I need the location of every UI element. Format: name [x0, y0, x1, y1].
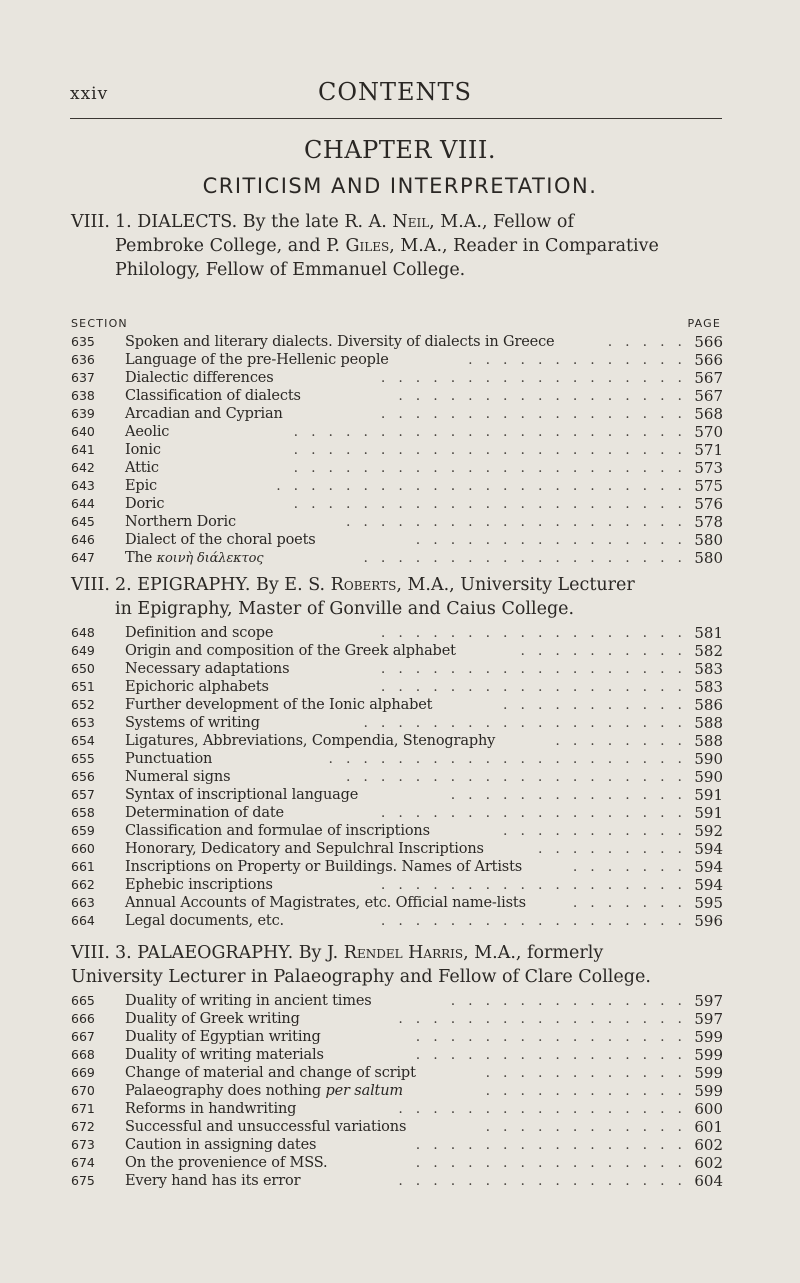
section-number: 663: [71, 895, 95, 910]
section-number: 657: [71, 787, 95, 802]
entry-title: [125, 992, 372, 1010]
section-number: 641: [71, 442, 95, 457]
toc-entry: [71, 642, 723, 660]
entry-title: [125, 750, 212, 768]
dot-leader: ................: [415, 1155, 695, 1171]
dot-leader: .................: [398, 1101, 695, 1117]
page-number: xxiv: [70, 84, 109, 104]
toc-entry: [71, 1136, 723, 1154]
page-reference: 578: [694, 513, 723, 531]
entry-title-text: Classification and formulae of inscriptions: [125, 823, 430, 839]
entry-title: [125, 786, 358, 804]
entry-title-text: Ionic: [125, 442, 161, 458]
section-number: 650: [71, 661, 95, 676]
dot-leader: ...................: [363, 550, 695, 566]
part-heading-dialects: [71, 210, 731, 282]
entry-title: [125, 840, 484, 858]
toc-entry: [71, 1154, 723, 1172]
toc-entry: [71, 369, 723, 387]
section-number: 658: [71, 805, 95, 820]
entry-title-text: Every hand has its error: [125, 1173, 301, 1189]
entry-title: [125, 912, 284, 930]
toc-entry: [71, 1118, 723, 1136]
entry-title: [125, 1046, 324, 1064]
section-number: 667: [71, 1029, 95, 1044]
dot-leader: ................: [415, 1047, 695, 1063]
part-heading-line: in Epigraphy, Master of Gonville and Caius College.: [115, 599, 575, 619]
entry-title-text: Determination of date: [125, 805, 284, 821]
toc-entry: [71, 624, 723, 642]
dot-leader: ..................: [380, 625, 695, 641]
toc-list-dialects: [71, 333, 723, 567]
page-reference: 594: [694, 840, 723, 858]
toc-entry: [71, 660, 723, 678]
section-number: 638: [71, 388, 95, 403]
toc-entry: [71, 1172, 723, 1190]
section-number: 636: [71, 352, 95, 367]
entry-title-text: Honorary, Dedicatory and Sepulchral Inscriptions: [125, 841, 484, 857]
toc-entry: [71, 441, 723, 459]
entry-title: [125, 423, 169, 441]
section-number: 671: [71, 1101, 95, 1116]
dot-leader: ..........: [520, 643, 695, 659]
toc-entry: [71, 1100, 723, 1118]
toc-entry: [71, 714, 723, 732]
entry-title-text: Northern Doric: [125, 514, 236, 530]
page-reference: 583: [694, 678, 723, 696]
dot-leader: .......................: [293, 424, 695, 440]
section-number: 662: [71, 877, 95, 892]
section-number: 675: [71, 1173, 95, 1188]
page-reference: 573: [694, 459, 723, 477]
toc-entry: [71, 768, 723, 786]
toc-entry: [71, 423, 723, 441]
page-reference: 590: [694, 768, 723, 786]
toc-entry: [71, 513, 723, 531]
section-number: 652: [71, 697, 95, 712]
entry-title: [125, 1100, 296, 1118]
section-number: 655: [71, 751, 95, 766]
chapter-subtitle: CRITICISM AND INTERPRETATION.: [202, 174, 598, 198]
dot-leader: ..................: [380, 370, 695, 386]
page-reference: 591: [694, 786, 723, 804]
entry-title: [125, 387, 301, 405]
page-reference: 602: [694, 1154, 723, 1172]
entry-title-text: Arcadian and Cyprian: [125, 406, 283, 422]
dot-leader: .......................: [293, 496, 695, 512]
toc-entry: [71, 387, 723, 405]
page-reference: 566: [694, 351, 723, 369]
entry-title-text: Duality of writing in ancient times: [125, 993, 372, 1009]
part-number: VIII.: [71, 943, 110, 963]
toc-entry: [71, 1082, 723, 1100]
toc-entry: [71, 822, 723, 840]
dot-leader: .................: [398, 388, 695, 404]
page-reference: 597: [694, 992, 723, 1010]
dot-leader: .....: [607, 334, 695, 350]
entry-title: [125, 1082, 403, 1100]
entry-title: [125, 1172, 300, 1190]
toc-entry: [71, 1010, 723, 1028]
page-reference: 581: [694, 624, 723, 642]
part-heading-line: [71, 573, 731, 597]
dot-leader: ................: [415, 1029, 695, 1045]
dot-leader: ..................: [380, 679, 695, 695]
page-reference: 599: [694, 1064, 723, 1082]
entry-title: [125, 1010, 300, 1028]
dot-leader: ..................: [380, 661, 695, 677]
page-reference: 600: [694, 1100, 723, 1118]
page-reference: 599: [694, 1046, 723, 1064]
entry-title-text: Ephebic inscriptions: [125, 877, 273, 893]
section-number: 659: [71, 823, 95, 838]
section-number: 670: [71, 1083, 95, 1098]
toc-entry: [71, 351, 723, 369]
page-reference: 568: [694, 405, 723, 423]
entry-title: [125, 1136, 316, 1154]
part-heading-text: 2. EPIGRAPHY. By E. S. Roberts, M.A., University Lecturer: [115, 575, 635, 595]
entry-title-text: Inscriptions on Property or Buildings. Names of Artists: [125, 859, 523, 875]
dot-leader: ...................: [363, 715, 695, 731]
section-number: 668: [71, 1047, 95, 1062]
page-reference: 604: [694, 1172, 723, 1190]
dot-leader: .......: [572, 895, 695, 911]
entry-title: [125, 351, 389, 369]
entry-title: [125, 1028, 321, 1046]
toc-entry: [71, 894, 723, 912]
entry-title: [125, 696, 432, 714]
toc-list-epigraphy: [71, 624, 723, 930]
toc-entry: [71, 992, 723, 1010]
part-heading-text: 3. PALAEOGRAPHY. By J. Rendel Harris, M.A., formerly: [115, 943, 604, 963]
part-heading-line: Pembroke College, and P. Giles, M.A., Reader in Comparative: [115, 236, 659, 256]
section-number: 642: [71, 460, 95, 475]
section-number: 661: [71, 859, 95, 874]
dot-leader: ..............: [450, 993, 695, 1009]
section-number: 666: [71, 1011, 95, 1026]
toc-entry: [71, 876, 723, 894]
page-reference: 599: [694, 1082, 723, 1100]
entry-title-text: Annual Accounts of Magistrates, etc. Official name-lists: [125, 895, 526, 911]
section-number: 672: [71, 1119, 95, 1134]
section-number: 669: [71, 1065, 95, 1080]
part-heading-palaeography: [71, 941, 731, 989]
entry-title: [125, 714, 260, 732]
section-number: 637: [71, 370, 95, 385]
toc-entry: [71, 333, 723, 351]
entry-title: [125, 531, 316, 549]
entry-title-text: Palaeography does nothing: [125, 1083, 322, 1099]
page-reference: 570: [694, 423, 723, 441]
entry-title-text: Reforms in handwriting: [125, 1101, 297, 1117]
page-reference: 567: [694, 369, 723, 387]
dot-leader: ....................: [345, 769, 695, 785]
toc-entry: [71, 1046, 723, 1064]
page-reference: 591: [694, 804, 723, 822]
page-reference: 571: [694, 441, 723, 459]
dot-leader: .....................: [328, 751, 695, 767]
entry-title-text: Aeolic: [125, 424, 170, 440]
entry-title: [125, 1064, 416, 1082]
page-reference: 588: [694, 714, 723, 732]
page-reference: 594: [694, 876, 723, 894]
section-number: 651: [71, 679, 95, 694]
dot-leader: ............: [485, 1083, 695, 1099]
page-column-label: PAGE: [687, 317, 721, 330]
toc-entry: [71, 750, 723, 768]
entry-title-text: Epic: [125, 478, 158, 494]
part-number: VIII.: [71, 575, 110, 595]
header-rule: [70, 118, 722, 119]
entry-title-text: Necessary adaptations: [125, 661, 290, 677]
entry-title: [125, 624, 273, 642]
entry-title-text: On the provenience of MSS.: [125, 1155, 328, 1171]
entry-title-text: Duality of Egyptian writing: [125, 1029, 321, 1045]
entry-title: [125, 405, 283, 423]
section-number: 644: [71, 496, 95, 511]
toc-entry: [71, 804, 723, 822]
page-reference: 583: [694, 660, 723, 678]
section-number: 645: [71, 514, 95, 529]
entry-title-text: Change of material and change of script: [125, 1065, 416, 1081]
dot-leader: ........: [555, 733, 695, 749]
entry-title-text: Attic: [125, 460, 159, 476]
page-reference: 602: [694, 1136, 723, 1154]
section-number: 646: [71, 532, 95, 547]
entry-title: [125, 459, 159, 477]
section-number: 647: [71, 550, 95, 565]
entry-title: [125, 369, 274, 387]
entry-title: [125, 441, 161, 459]
entry-title: [125, 768, 230, 786]
toc-entry: [71, 549, 723, 567]
dot-leader: ..............: [450, 787, 695, 803]
section-number: 674: [71, 1155, 95, 1170]
page-reference: 575: [694, 477, 723, 495]
toc-entry: [71, 858, 723, 876]
section-number: 660: [71, 841, 95, 856]
page-header: [70, 78, 720, 108]
section-number: 665: [71, 993, 95, 1008]
dot-leader: ....................: [345, 514, 695, 530]
entry-title-text: Syntax of inscriptional language: [125, 787, 359, 803]
entry-title-text: Dialect of the choral poets: [125, 532, 316, 548]
dot-leader: ................: [415, 532, 695, 548]
entry-title-text: Legal documents, etc.: [125, 913, 284, 929]
dot-leader: ............: [485, 1119, 695, 1135]
toc-entry: [71, 459, 723, 477]
toc-entry: [71, 405, 723, 423]
entry-title-text: Numeral signs: [125, 769, 231, 785]
part-number: VIII.: [71, 212, 110, 232]
page-reference: 601: [694, 1118, 723, 1136]
dot-leader: ................: [415, 1137, 695, 1153]
dot-leader: ..................: [380, 805, 695, 821]
entry-title: [125, 660, 289, 678]
toc-entry: [71, 840, 723, 858]
entry-title-text: Doric: [125, 496, 165, 512]
toc-entry: [71, 696, 723, 714]
entry-title-text: Duality of writing materials: [125, 1047, 324, 1063]
entry-title: [125, 894, 526, 912]
page-reference: 580: [694, 549, 723, 567]
entry-title-text: Ligatures, Abbreviations, Compendia, Stenography: [125, 733, 496, 749]
entry-title-text: Dialectic differences: [125, 370, 274, 386]
entry-title-text: Epichoric alphabets: [125, 679, 269, 695]
section-number: 664: [71, 913, 95, 928]
entry-title: [125, 642, 456, 660]
section-number: 654: [71, 733, 95, 748]
entry-title: [125, 876, 273, 894]
dot-leader: ............: [485, 1065, 695, 1081]
section-number: 640: [71, 424, 95, 439]
section-number: 653: [71, 715, 95, 730]
page-reference: 580: [694, 531, 723, 549]
dot-leader: ........................: [276, 478, 695, 494]
entry-title: [125, 549, 263, 568]
part-heading-line: [71, 941, 731, 965]
entry-title-text: The: [125, 550, 153, 566]
page-reference: 594: [694, 858, 723, 876]
page-reference: 567: [694, 387, 723, 405]
entry-title-italic: per saltum: [325, 1083, 404, 1099]
dot-leader: ...........: [503, 697, 695, 713]
page-reference: 596: [694, 912, 723, 930]
toc-entry: [71, 912, 723, 930]
entry-title: [125, 1154, 327, 1172]
entry-title-text: Successful and unsuccessful variations: [125, 1119, 407, 1135]
page-reference: 590: [694, 750, 723, 768]
page-reference: 566: [694, 333, 723, 351]
dot-leader: ..................: [380, 913, 695, 929]
dot-leader: .................: [398, 1011, 695, 1027]
section-column-label: SECTION: [71, 317, 128, 330]
running-head: CONTENTS: [317, 78, 472, 106]
toc-entry: [71, 678, 723, 696]
part-heading-line: Philology, Fellow of Emmanuel College.: [115, 260, 466, 280]
toc-entry: [71, 531, 723, 549]
page-reference: 586: [694, 696, 723, 714]
toc-entry: [71, 1028, 723, 1046]
entry-title: [125, 822, 430, 840]
section-number: 639: [71, 406, 95, 421]
page-reference: 597: [694, 1010, 723, 1028]
entry-title: [125, 333, 555, 351]
dot-leader: .................: [398, 1173, 695, 1189]
page-reference: 576: [694, 495, 723, 513]
toc-list-palaeography: [71, 992, 723, 1190]
section-number: 635: [71, 334, 95, 349]
column-headers: [71, 317, 721, 330]
entry-title-text: Origin and composition of the Greek alphabet: [125, 643, 456, 659]
page-reference: 588: [694, 732, 723, 750]
page-reference: 599: [694, 1028, 723, 1046]
dot-leader: ..................: [380, 406, 695, 422]
dot-leader: .........: [537, 841, 695, 857]
chapter-title: CHAPTER VIII.: [304, 136, 496, 164]
dot-leader: ..................: [380, 877, 695, 893]
toc-entry: [71, 495, 723, 513]
section-number: 673: [71, 1137, 95, 1152]
entry-title: [125, 513, 236, 531]
dot-leader: .......: [572, 859, 695, 875]
toc-entry: [71, 477, 723, 495]
entry-title-text: Classification of dialects: [125, 388, 301, 404]
dot-leader: .............: [468, 352, 695, 368]
dot-leader: .......................: [293, 442, 695, 458]
section-number: 643: [71, 478, 95, 493]
part-heading-epigraphy: [71, 573, 731, 621]
toc-entry: [71, 732, 723, 750]
entry-title-text: Duality of Greek writing: [125, 1011, 300, 1027]
entry-title: [125, 732, 495, 750]
entry-title-text: Definition and scope: [125, 625, 274, 641]
entry-title-text: Punctuation: [125, 751, 213, 767]
entry-title: [125, 477, 157, 495]
section-number: 649: [71, 643, 95, 658]
part-heading-text: 1. DIALECTS. By the late R. A. Neil, M.A., Fellow of: [115, 212, 574, 232]
entry-title-text: Spoken and literary dialects. Diversity of dialects in Greece: [125, 334, 555, 350]
toc-entry: [71, 1064, 723, 1082]
entry-title: [125, 804, 284, 822]
section-number: 648: [71, 625, 95, 640]
entry-title: [125, 858, 522, 876]
entry-title-text: Language of the pre-Hellenic people: [125, 352, 389, 368]
entry-title-greek: κοινὴ διάλεκτος: [156, 551, 264, 566]
entry-title-text: Systems of writing: [125, 715, 260, 731]
entry-title-text: Caution in assigning dates: [125, 1137, 317, 1153]
section-number: 656: [71, 769, 95, 784]
entry-title: [125, 1118, 406, 1136]
entry-title: [125, 495, 164, 513]
page-reference: 595: [694, 894, 723, 912]
dot-leader: ...........: [503, 823, 695, 839]
page-reference: 592: [694, 822, 723, 840]
toc-entry: [71, 786, 723, 804]
part-heading-line: [71, 210, 731, 234]
entry-title-text: Further development of the Ionic alphabet: [125, 697, 433, 713]
entry-title: [125, 678, 269, 696]
page-reference: 582: [694, 642, 723, 660]
dot-leader: .......................: [293, 460, 695, 476]
part-heading-line: University Lecturer in Palaeography and Fellow of Clare College.: [71, 967, 651, 987]
